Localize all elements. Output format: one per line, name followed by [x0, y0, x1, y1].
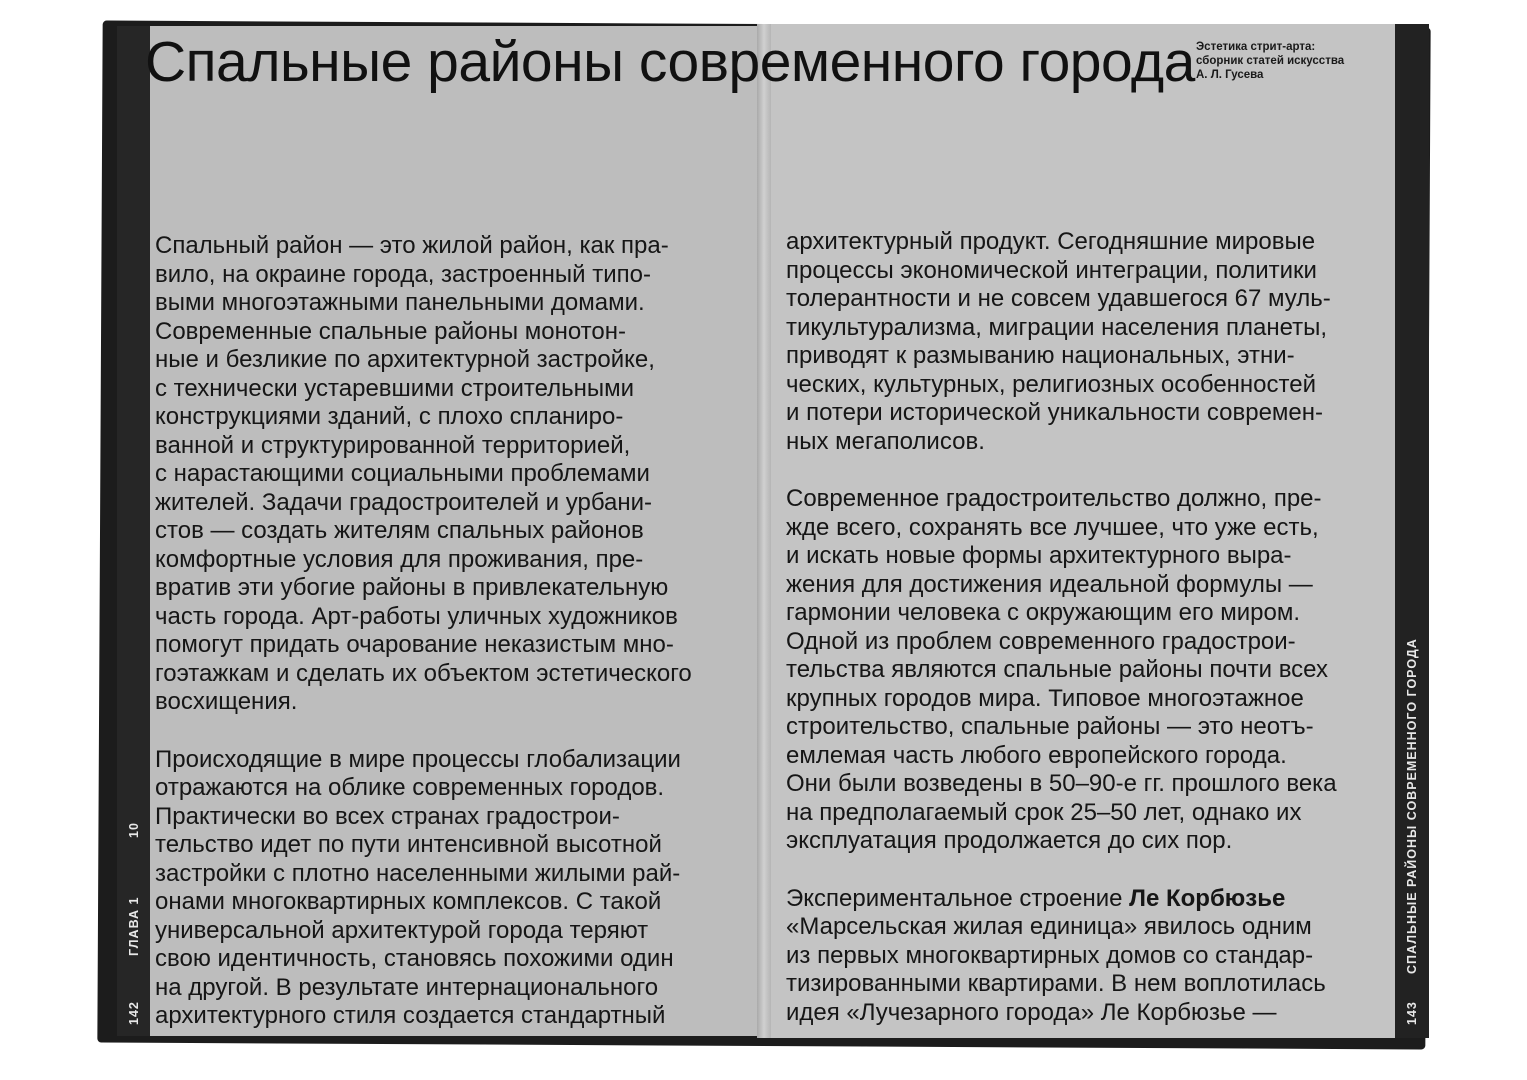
- chapter-label: ГЛАВА 1: [127, 896, 141, 956]
- running-head: СПАЛЬНЫЕ РАЙОНЫ СОВРЕМЕННОГО ГОРОДА: [1405, 638, 1419, 974]
- right-text-column: [786, 228, 1386, 1027]
- paragraph-text: Экспериментальное строение: [786, 884, 1130, 912]
- paragraph: Спальный район — это жилой район, как пра- вило, на окраине города, застроенный типо- выми многоэтажными панельными домами. Современные спальные районы монотон- ные и безликие по архитектурной застройке, с технически устаревшими строительными конструкциями зданий, с плохо спланиро- ванной и структурированной территорией, с нарастающими социальными проблемами жителей. Задачи градостроителей и урбани- стов — создать жителям спальных районов комфортные условия для проживания, пре- вратив эти убогие районы в привлекательную часть города. Арт-работы уличных художников помогут придать очарование неказистым мно- гоэтажкам и сделать их объектом эстетического восхищения.: [155, 232, 692, 715]
- left-margin-strip: [117, 26, 150, 1036]
- architect-name: Ле Корбюзье: [1129, 884, 1286, 912]
- book-gutter: [757, 24, 771, 1038]
- paragraph: Современное градостроительство должно, пре- жде всего, сохранять все лучшее, что уже есть, и искать новые формы архитектурного выра- жения для достижения идеальной формулы — гармонии человека с окружающим его миром. Одной из проблем современного градострои- тельства являются спальные районы почти всех крупных городов мира. Типовое многоэтажное строительство, спальные районы — это неотъ- емлемая часть любого европейского города. Они были возведены в 50–90-е гг. прошлого века на предполагаемый срок 25–50 лет, однако их эксплуатация продолжается до сих пор.: [786, 485, 1337, 854]
- paragraph: архитектурный продукт. Сегодняшние мировые процессы экономической интеграции, политики толерантности и не совсем удавшегося 67 муль- тикультурализма, миграции населения планеты, приводят к размыванию национальных, этни- ческих, культурных, религиозных особенностей и потери исторической уникальности современ- ных мегаполисов.: [786, 228, 1331, 455]
- page-number-left: 142: [127, 1001, 141, 1025]
- series-info: Эстетика стрит-арта: сборник статей искусства А. Л. Гусева: [1196, 41, 1345, 81]
- paragraph: Происходящие в мире процессы глобализации отражаются на облике современных городов. Практически во всех странах градострои- тельство идет по пути интенсивной высотной застройки с плотно населенными жилыми рай- онами многоквартирных комплексов. С такой универсальной архитектурой города теряют свою идентичность, становясь похожими один на другой. В результате интернационального архитектурного стиля создается стандартный: [155, 745, 681, 1029]
- chapter-number: 10: [127, 822, 141, 838]
- paragraph-text: «Марсельская жилая единица» явилось одним из первых многоквартирных домов со стандар- тизированными квартирами. В нем воплотилась идея «Лучезарного города» Ле Корбюзье —: [786, 913, 1326, 1026]
- paragraph: [786, 885, 1386, 1028]
- left-text-column: [155, 232, 755, 1031]
- page-number-right: 143: [1405, 1001, 1419, 1025]
- spread-title: Спальные районы современного города: [145, 30, 1195, 94]
